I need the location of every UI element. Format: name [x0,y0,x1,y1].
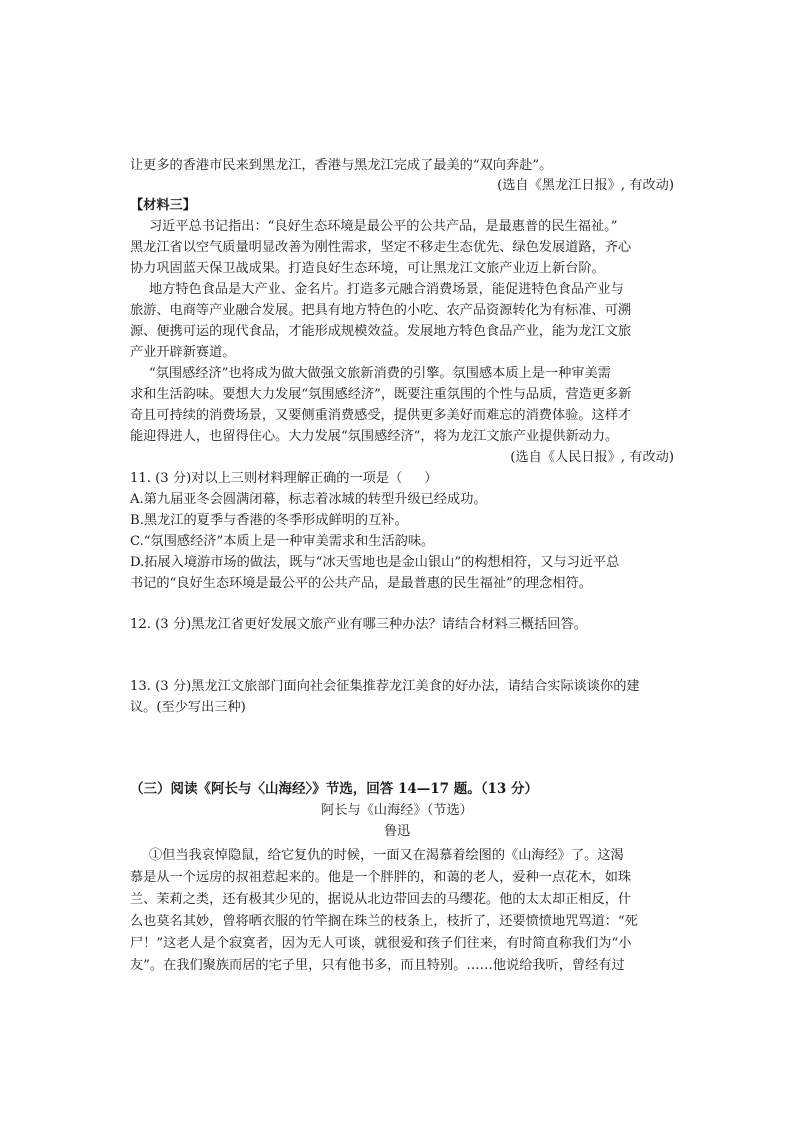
passage-p1-line: 慕是从一个远房的叔祖惹起来的。他是一个胖胖的，和蔼的老人，爱种一点花木，如珠 [130,870,632,885]
question-11-option-a: A.第九届亚冬会圆满闭幕，标志着冰城的转型升级已经成功。 [130,492,487,507]
material3-label: 【材料三】 [130,198,196,213]
question-11-stem-text: 11. (3 分)对以上三则材料理解正确的一项是（ [130,471,403,486]
question-12: 12. (3 分)黑龙江省更好发展文旅产业有哪三种办法？请结合材料三概括回答。 [130,617,587,632]
question-13-line2: 议。(至少写出三种) [130,700,246,715]
passage-p1-line: 兰、茉莉之类，还有极其少见的，据说从北边带回去的马缨花。他的太太却正相反，什 [130,892,632,907]
material3-p3-line: “氛围感经济”也将成为做大做强文旅新消费的引擎。氛围感本质上是一种审美需 [149,366,611,381]
question-11-option-d: D.拓展入境游市场的做法，既与“冰天雪地也是金山银山”的构想相符，又与习近平总 [130,555,620,570]
material3-p2-line: 源、便携可运的现代食品，才能形成规模效益。发展地方特色食品产业，能为龙江文旅 [130,324,632,339]
passage-author: 鲁迅 [383,824,411,839]
material3-p3-line: 求和生活韵味。要想大力发展“氛围感经济”，既要注重氛围的个性与品质，营造更多新 [130,387,632,402]
question-11-option-b: B.黑龙江的夏季与香港的冬季形成鲜明的互补。 [130,513,408,528]
material3-p3-line: 能迎得进人，也留得住心。大力发展“氛围感经济”，将为龙江文旅产业提供新动力。 [130,429,619,444]
material3-source: (选自《人民日报》, 有改动) [510,450,674,465]
passage-p1-line: 尸！”这老人是个寂寞者，因为无人可谈，就很爱和孩子们往来，有时简直称我们为“小 [130,936,632,951]
question-13-line1: 13. (3 分)黑龙江文旅部门面向社会征集推荐龙江美食的好办法，请结合实际谈谈你的建 [130,679,640,694]
question-11-stem [130,469,660,489]
passage-title: 阿长与《山海经》（节选） [321,803,473,818]
material3-p1-line: 习近平总书记指出：“良好生态环境是最公平的公共产品，是最惠普的民生福祉。” [149,219,618,234]
question-11-option-c: C.“氛围感经济”本质上是一种审美需求和生活韵味。 [130,534,435,549]
material2-source: (选自《黑龙江日报》, 有改动) [497,178,674,193]
material3-p1-line: 黑龙江省以空气质量明显改善为刚性需求，坚定不移走生态优先、绿色发展道路，齐心 [130,240,632,255]
passage-p1-line: 友”。在我们聚族而居的宅子里，只有他书多，而且特别。……他说给我听，曾经有过 [130,958,625,973]
material3-p1-line: 协力巩固蓝天保卫战成果。打造良好生态环境，可让黑龙江文旅产业迈上新台阶。 [130,261,605,276]
material3-p2-line: 旅游、电商等产业融合发展。把具有地方特色的小吃、农产品资源转化为有标准、可溯 [130,303,632,318]
material3-p2-line: 产业开辟新赛道。 [130,345,236,360]
section-3-heading: （三）阅读《阿长与〈山海经〉》节选，回答 14—17 题。（13 分） [130,781,538,797]
passage-p1-line: ①但当我哀悼隐鼠，给它复仇的时候，一面又在渴慕着绘图的《山海经》了。这渴 [149,848,624,863]
question-11-stem-end: ） [424,471,438,486]
question-11-option-d-cont: 书记的“良好生态环境是最公平的公共产品，是最普惠的民生福祉”的理念相符。 [130,576,592,591]
material3-p3-line: 奇且可持续的消费场景，又要侧重消费感受，提供更多美好而难忘的消费体验。这样才 [130,408,632,423]
passage-p1-line: 么也莫名其妙，曾将晒衣服的竹竿搁在珠兰的枝条上，枝折了，还要愤愤地咒骂道：“死 [130,914,638,929]
material3-p2-line: 地方特色食品是大产业、金名片。打造多元融合消费场景，能促进特色食品产业与 [149,282,624,297]
material2-last-line: 让更多的香港市民来到黑龙江，香港与黑龙江完成了最美的“双向奔赴”。 [130,158,553,173]
